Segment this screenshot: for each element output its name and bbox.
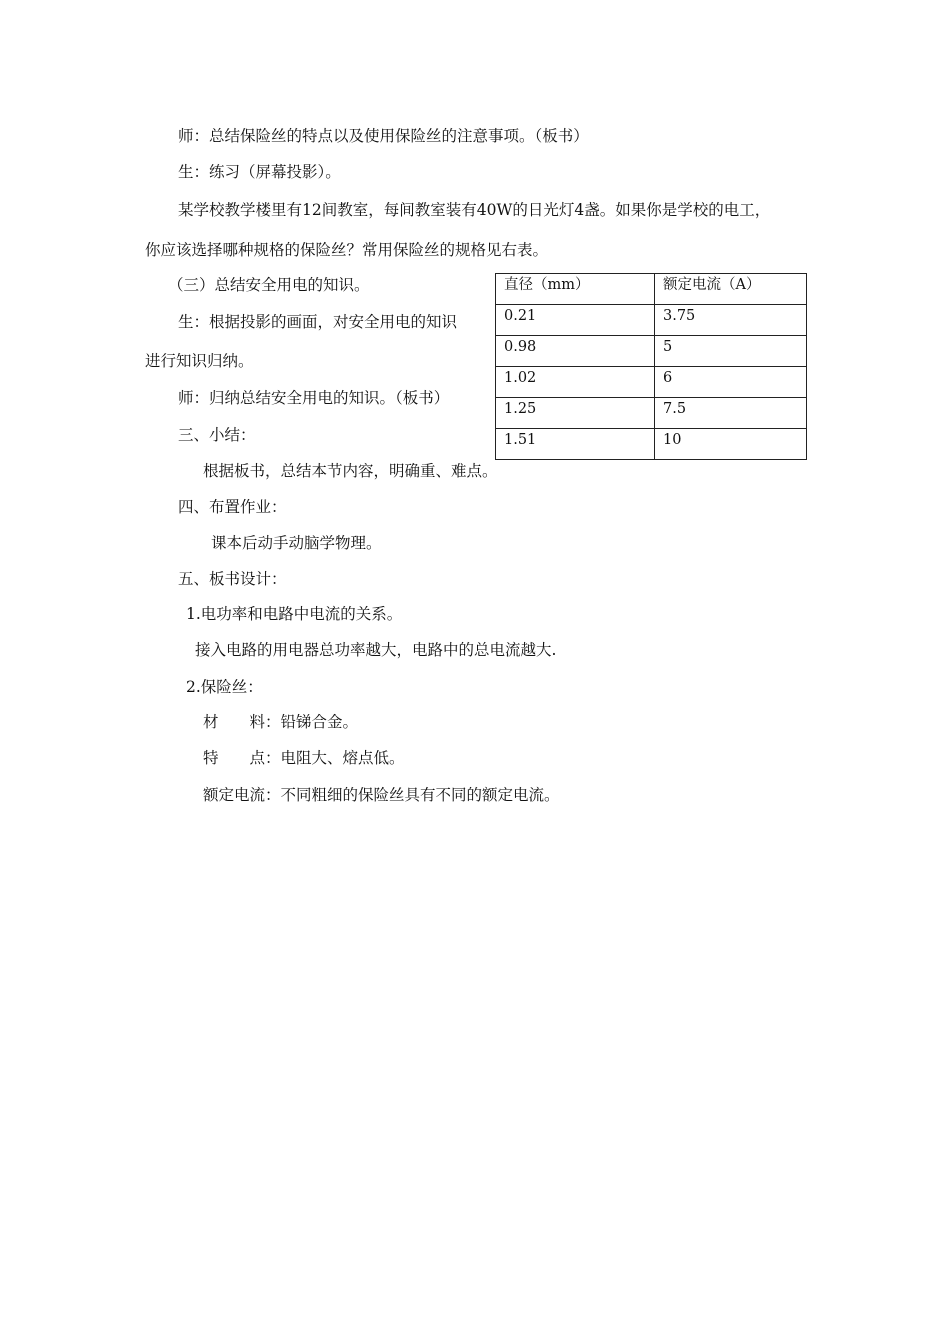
paragraph-teacher-safety: 师：归纳总结安全用电的知识。（板书）	[178, 389, 450, 407]
table-row	[496, 336, 807, 367]
section-summary-heading: 三、小结：	[178, 426, 256, 444]
board-item-2: 2.保险丝：	[186, 678, 263, 696]
cell-diameter: 1.25	[496, 398, 655, 429]
board-item-2-feature: 特 点：电阻大、熔点低。	[203, 749, 405, 767]
paragraph-student-summary-line2: 进行知识归纳。	[145, 352, 254, 370]
section-homework-heading: 四、布置作业：	[178, 498, 287, 516]
section-board-design-heading: 五、板书设计：	[178, 570, 287, 588]
cell-diameter: 0.98	[496, 336, 655, 367]
table-row	[496, 367, 807, 398]
header-diameter: 直径（mm）	[496, 274, 655, 305]
board-item-2-material: 材 料：铅锑合金。	[203, 713, 359, 731]
table-row	[496, 398, 807, 429]
cell-diameter: 1.02	[496, 367, 655, 398]
board-item-1-detail: 接入电路的用电器总功率越大，电路中的总电流越大.	[195, 641, 557, 659]
paragraph-problem-line2: 你应该选择哪种规格的保险丝？常用保险丝的规格见右表。	[145, 241, 549, 259]
table-row	[496, 305, 807, 336]
paragraph-summary-body: 根据板书，总结本节内容，明确重、难点。	[203, 462, 498, 480]
cell-rated-current: 7.5	[655, 398, 807, 429]
cell-rated-current: 10	[655, 429, 807, 460]
header-rated-current: 额定电流（A）	[655, 274, 807, 305]
paragraph-student-practice: 生：练习（屏幕投影）。	[178, 163, 341, 181]
board-item-2-rated-current: 额定电流：不同粗细的保险丝具有不同的额定电流。	[203, 786, 560, 804]
cell-diameter: 0.21	[496, 305, 655, 336]
board-item-1: 1.电功率和电路中电流的关系。	[186, 605, 403, 623]
table-row	[496, 429, 807, 460]
cell-diameter: 1.51	[496, 429, 655, 460]
table-header-row	[496, 274, 807, 305]
section-safety-heading: （三）总结安全用电的知识。	[168, 276, 370, 294]
paragraph-homework-body: 课本后动手动脑学物理。	[211, 534, 382, 552]
paragraph-teacher-summary: 师：总结保险丝的特点以及使用保险丝的注意事项。（板书）	[178, 127, 589, 145]
cell-rated-current: 5	[655, 336, 807, 367]
cell-rated-current: 3.75	[655, 305, 807, 336]
fuse-spec-table	[495, 273, 807, 460]
paragraph-student-summary-line1: 生：根据投影的画面，对安全用电的知识	[178, 313, 458, 331]
cell-rated-current: 6	[655, 367, 807, 398]
paragraph-problem-line1: 某学校教学楼里有12间教室，每间教室装有40W的日光灯4盏。如果你是学校的电工，	[178, 201, 771, 219]
